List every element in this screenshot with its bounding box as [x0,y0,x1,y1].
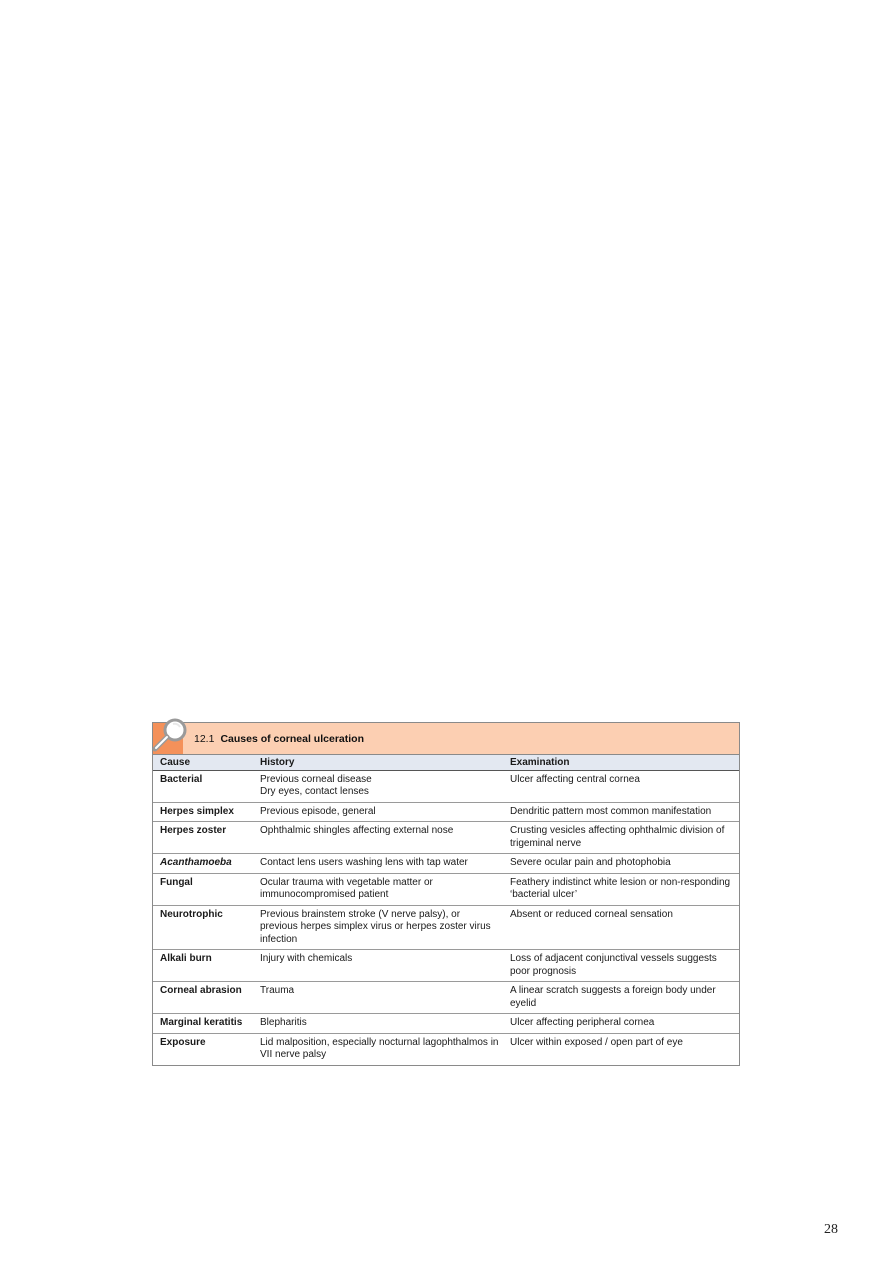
examination-cell: Feathery indistinct white lesion or non-responding ‘bacterial ulcer’ [503,873,739,905]
cause-cell: Exposure [160,1036,206,1048]
examination-cell: Dendritic pattern most common manifestation [503,802,739,822]
table-row [153,1033,739,1065]
table-number: 12.1 [194,733,215,745]
data-table [153,755,739,1065]
magnifier-icon [149,715,191,757]
table-title [194,733,364,745]
column-header-row [153,755,739,770]
column-header-history: History [253,755,503,770]
examination-cell: Absent or reduced corneal sensation [503,905,739,950]
table-row [153,950,739,982]
examination-cell: Ulcer affecting peripheral cornea [503,1014,739,1034]
table-title-text: Causes of corneal ulceration [220,733,364,745]
history-cell: Ophthalmic shingles affecting external nose [253,822,503,854]
page-number: 28 [824,1222,838,1237]
history-cell: Lid malposition, especially nocturnal lagophthalmos in VII nerve palsy [260,1036,499,1060]
cause-cell: Fungal [153,873,253,905]
table-body [153,770,739,1065]
cause-cell: Acanthamoeba [153,854,253,874]
table-row [153,822,739,854]
examination-cell: A linear scratch suggests a foreign body under eyelid [503,982,739,1014]
table-row [153,770,739,802]
cause-cell: Alkali burn [153,950,253,982]
table-row [153,905,739,950]
cause-cell: Neurotrophic [153,905,253,950]
table-header [153,723,739,755]
cause-cell: Herpes zoster [153,822,253,854]
causes-of-corneal-ulceration-table [152,722,740,1066]
cause-cell: Corneal abrasion [153,982,253,1014]
history-cell: Injury with chemicals [253,950,503,982]
table-row [153,1014,739,1034]
table-row [153,854,739,874]
cause-cell: Bacterial [153,770,253,802]
history-cell: Previous corneal disease Dry eyes, contact lenses [253,770,503,802]
history-cell: Blepharitis [253,1014,503,1034]
column-header-cause: Cause [153,755,253,770]
history-cell: Ocular trauma with vegetable matter or immunocompromised patient [253,873,503,905]
history-cell: Previous episode, general [253,802,503,822]
history-cell: Previous brainstem stroke (V nerve palsy), or previous herpes simplex virus or herpes zoster virus infection [253,905,503,950]
column-header-examination: Examination [503,755,739,770]
examination-cell: Loss of adjacent conjunctival vessels suggests poor prognosis [503,950,739,982]
table-row [153,802,739,822]
history-cell: Trauma [253,982,503,1014]
table-row [153,873,739,905]
examination-cell: Severe ocular pain and photophobia [503,854,739,874]
cause-cell: Marginal keratitis [153,1014,253,1034]
cause-cell: Herpes simplex [153,802,253,822]
table-row [153,982,739,1014]
examination-cell: Ulcer affecting central cornea [503,770,739,802]
history-cell: Contact lens users washing lens with tap water [253,854,503,874]
examination-cell: Crusting vesicles affecting ophthalmic division of trigeminal nerve [503,822,739,854]
examination-cell: Ulcer within exposed / open part of eye [510,1036,683,1048]
